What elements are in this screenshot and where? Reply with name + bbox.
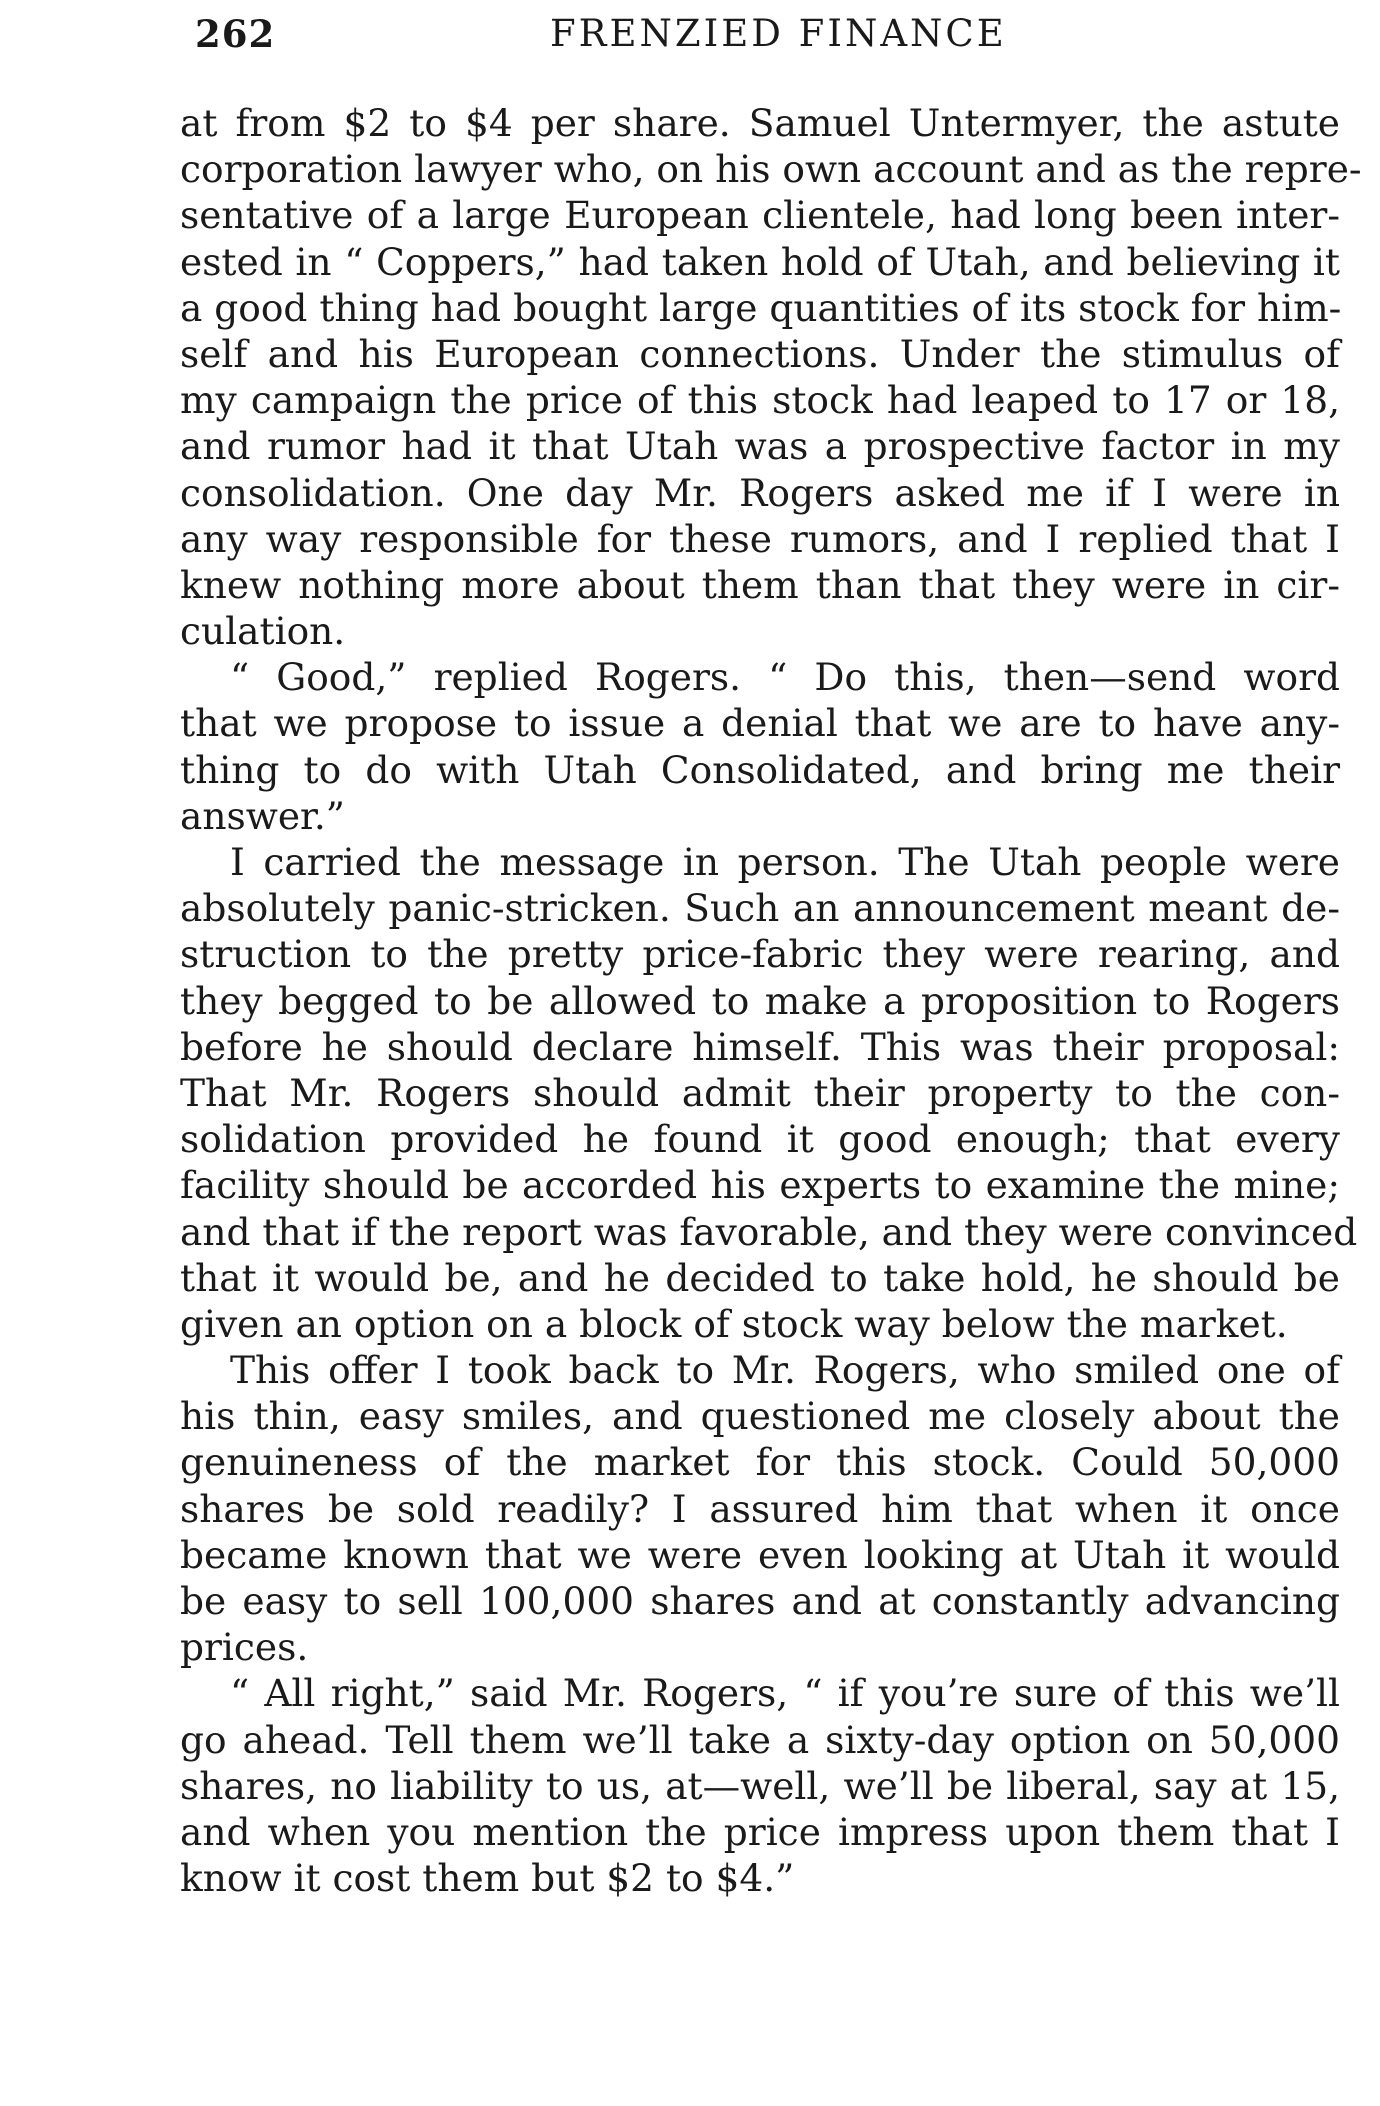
text-line: thing to do with Utah Consolidated, and bring me their <box>180 747 1340 792</box>
text-line: struction to the pretty price-fabric they were rearing, and <box>180 932 1340 977</box>
text-line: “ All right,” said Mr. Rogers, “ if you’re sure of this we’ll <box>230 1671 1340 1716</box>
text-line: shares be sold readily? I assured him that when it once <box>180 1486 1340 1531</box>
text-line: culation. <box>180 609 346 654</box>
running-head <box>195 12 1335 72</box>
text-line: they begged to be allowed to make a proposition to Rogers <box>180 978 1340 1023</box>
text-line: corporation lawyer who, on his own account and as the repre- <box>180 147 1362 192</box>
text-line: genuineness of the market for this stock. Could 50,000 <box>180 1440 1340 1485</box>
text-line: That Mr. Rogers should admit their property to the con- <box>180 1070 1340 1115</box>
text-line: that we propose to issue a denial that we are to have any- <box>180 701 1340 746</box>
text-line: and that if the report was favorable, and they were convinced <box>180 1209 1358 1254</box>
page-number: 262 <box>195 12 276 56</box>
text-line: consolidation. One day Mr. Rogers asked me if I were in <box>180 470 1340 515</box>
text-line: “ Good,” replied Rogers. “ Do this, then—send word <box>230 655 1340 700</box>
text-line: his thin, easy smiles, and questioned me closely about the <box>180 1394 1340 1439</box>
text-line: knew nothing more about them than that they were in cir- <box>180 562 1340 607</box>
text-line: prices. <box>180 1625 309 1670</box>
text-line: my campaign the price of this stock had leaped to 17 or 18, <box>180 378 1340 423</box>
text-line: go ahead. Tell them we’ll take a sixty-day option on 50,000 <box>180 1717 1340 1762</box>
text-line: know it cost them but $2 to $4.” <box>180 1856 795 1901</box>
text-line: This offer I took back to Mr. Rogers, who smiled one of <box>230 1348 1340 1393</box>
text-line: and when you mention the price impress upon them that I <box>180 1809 1340 1854</box>
text-line: at from $2 to $4 per share. Samuel Untermyer, the astute <box>180 101 1340 145</box>
text-line: sentative of a large European clientele, had long been inter- <box>180 193 1340 238</box>
text-line: any way responsible for these rumors, and I replied that I <box>180 516 1340 561</box>
text-line: solidation provided he found it good enough; that every <box>180 1117 1340 1162</box>
text-line: self and his European connections. Under the stimulus of <box>180 331 1340 376</box>
text-line: facility should be accorded his experts to examine the mine; <box>180 1163 1340 1208</box>
text-line: and rumor had it that Utah was a prospective factor in my <box>180 424 1340 469</box>
text-line: I carried the message in person. The Utah people were <box>230 840 1340 884</box>
text-line: became known that we were even looking at Utah it would <box>180 1532 1340 1577</box>
text-line: ested in “ Coppers,” had taken hold of Utah, and believing it <box>180 239 1340 284</box>
text-line: shares, no liability to us, at—well, we’ll be liberal, say at 15, <box>180 1763 1340 1808</box>
text-line: that it would be, and he decided to take hold, he should be <box>180 1255 1340 1300</box>
text-line: a good thing had bought large quantities of its stock for him- <box>180 285 1342 330</box>
body-text <box>180 100 1362 1901</box>
text-line: be easy to sell 100,000 shares and at constantly advancing <box>180 1579 1340 1623</box>
text-line: absolutely panic-stricken. Such an announcement meant de- <box>180 886 1340 931</box>
book-title: FRENZIED FINANCE <box>550 12 1007 55</box>
text-line: given an option on a block of stock way below the market. <box>180 1301 1288 1346</box>
text-line: answer.” <box>180 793 345 838</box>
text-line: before he should declare himself. This was their proposal: <box>180 1024 1340 1069</box>
